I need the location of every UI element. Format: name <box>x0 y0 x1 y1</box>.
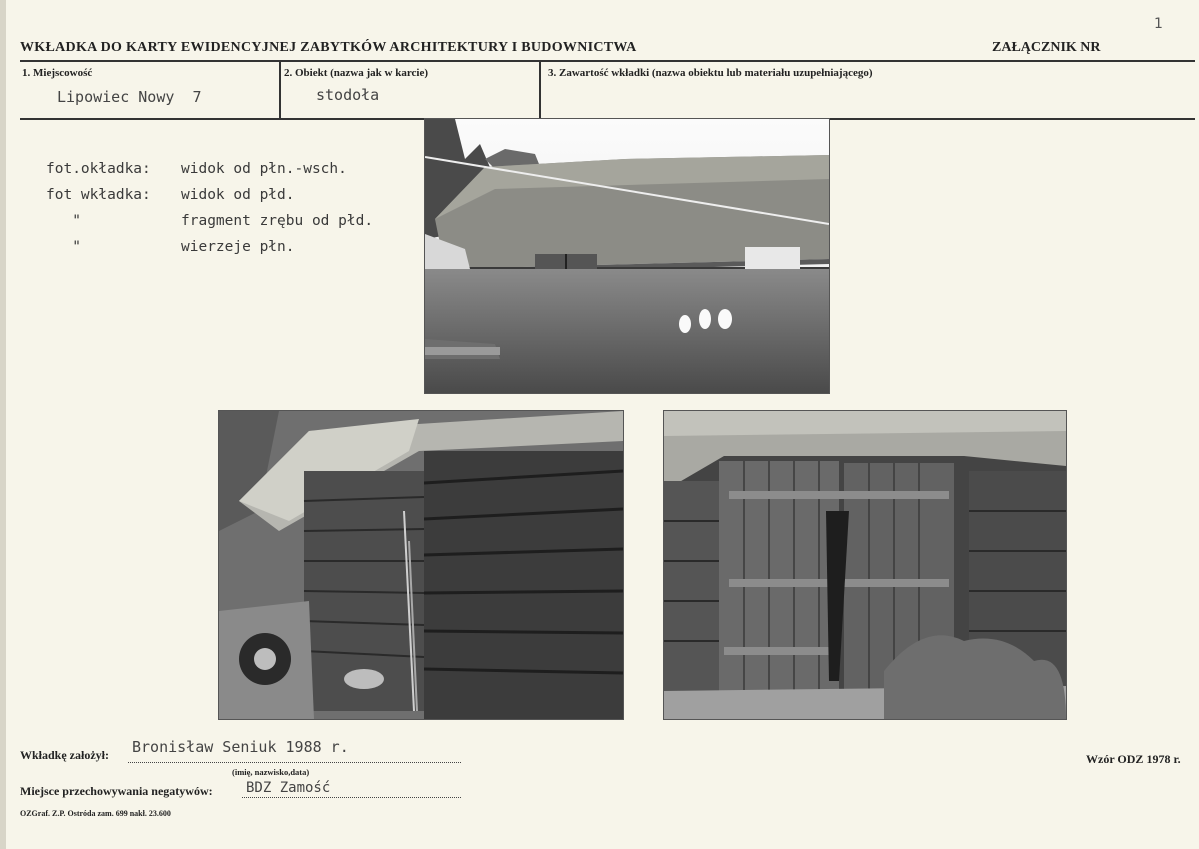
field-divider-2 <box>539 62 541 118</box>
contents-label: 3. Zawartość wkładki (nazwa obiektu lub materiału uzupełniającego) <box>548 67 873 79</box>
note-row: fot.okładka: widok od płn.-wsch. <box>46 161 347 177</box>
photo-log-wall-fragment <box>218 410 624 720</box>
photo-notes <box>46 156 373 260</box>
storage-line <box>242 797 461 798</box>
author-value: Bronisław Seniuk 1988 r. <box>132 738 349 756</box>
header-rule <box>20 60 1195 62</box>
sheet-edge <box>0 0 6 849</box>
locality-label: 1. Miejscowość <box>22 67 93 79</box>
locality-value: Lipowiec Nowy 7 <box>57 88 202 106</box>
author-line <box>128 762 461 763</box>
field-divider-1 <box>279 62 281 118</box>
object-label: 2. Obiekt (nazwa jak w karcie) <box>284 67 429 79</box>
object-value: stodoła <box>316 86 380 104</box>
storage-label: Miejsce przechowywania negatywów: <box>20 784 213 798</box>
note-row: fot wkładka: widok od płd. <box>46 187 295 203</box>
photo-barn-south-view <box>424 118 830 394</box>
fields-bottom-rule-left <box>20 118 428 120</box>
form-pattern: Wzór ODZ 1978 r. <box>1086 752 1181 766</box>
page-number: 1 <box>1154 16 1163 32</box>
author-hint: (imię, nazwisko,data) <box>232 767 310 777</box>
photo-barn-doors-north <box>663 410 1067 720</box>
fields-bottom-rule-right <box>828 118 1195 120</box>
note-row: " fragment zrębu od płd. <box>46 213 374 229</box>
annex-label: ZAŁĄCZNIK NR <box>992 40 1101 55</box>
note-row: " wierzeje płn. <box>46 239 295 255</box>
sheet-title: WKŁADKA DO KARTY EWIDENCYJNEJ ZABYTKÓW ARCHITEKTURY I BUDOWNICTWA <box>20 40 637 55</box>
storage-value: BDZ Zamość <box>246 780 331 796</box>
author-label: Wkładkę założył: <box>20 748 109 762</box>
printer-imprint: OZGraf. Z.P. Ostróda zam. 699 nakł. 23.600 <box>20 809 171 818</box>
